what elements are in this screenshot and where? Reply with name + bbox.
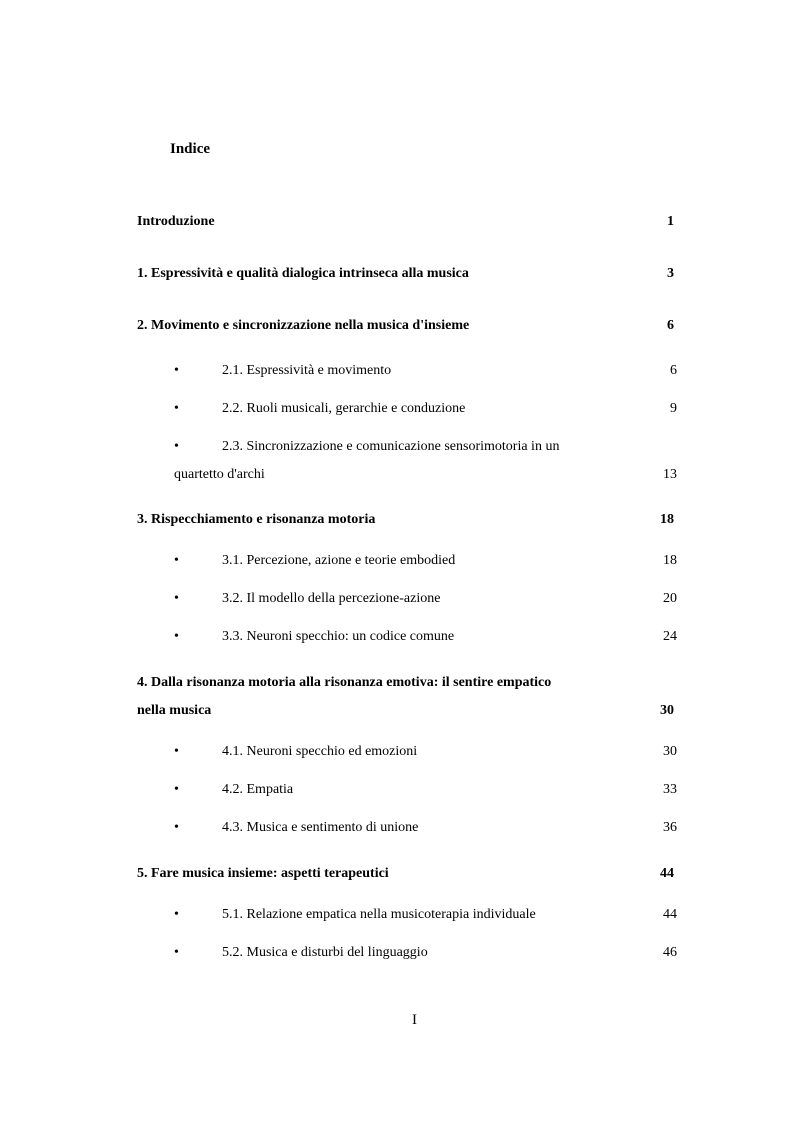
toc-entry-introduzione[interactable] — [137, 214, 674, 230]
bullet-icon: • — [174, 782, 179, 797]
toc-entry-chapter-4[interactable] — [137, 675, 674, 718]
toc-entry-page: 9 — [670, 401, 677, 416]
toc-entry-label: 3.1. Percezione, azione e teorie embodied — [222, 553, 456, 568]
toc-entry-page: 36 — [663, 820, 677, 835]
toc-entry-label: 3.2. Il modello della percezione-azione — [222, 591, 441, 606]
toc-entry-page: 1 — [667, 214, 674, 229]
toc-entry-page: 44 — [660, 866, 674, 881]
bullet-icon: • — [174, 553, 179, 568]
toc-entry-label: 4.3. Musica e sentimento di unione — [222, 820, 419, 835]
toc-entry-page: 24 — [663, 629, 677, 644]
toc-entry-label: 2.1. Espressività e movimento — [222, 363, 392, 378]
toc-entry-label-continued: quartetto d'archi — [174, 467, 265, 482]
toc-entry-page: 18 — [660, 512, 674, 527]
toc-entry-chapter-3[interactable] — [137, 512, 674, 528]
bullet-icon: • — [174, 629, 179, 644]
toc-entry-label: 1. Espressività e qualità dialogica intrinseca alla musica — [137, 266, 469, 281]
bullet-icon: • — [174, 401, 179, 416]
toc-entry-page: 46 — [663, 945, 677, 960]
toc-entry-page: 3 — [667, 266, 674, 281]
toc-entry-label: 5. Fare musica insieme: aspetti terapeutici — [137, 866, 389, 881]
toc-entry-chapter-5[interactable] — [137, 866, 674, 882]
toc-entry-chapter-2[interactable] — [137, 318, 674, 334]
page-title: Indice — [170, 141, 211, 157]
toc-entry-page: 20 — [663, 591, 677, 606]
toc-entry-chapter-1[interactable] — [137, 266, 674, 282]
bullet-icon: • — [174, 945, 179, 960]
toc-entry-page: 6 — [667, 318, 674, 333]
toc-entry-label: 2.2. Ruoli musicali, gerarchie e conduzione — [222, 401, 466, 416]
page-number: I — [412, 1012, 417, 1028]
toc-entry-label: 3. Rispecchiamento e risonanza motoria — [137, 512, 376, 527]
toc-entry-label: 3.3. Neuroni specchio: un codice comune — [222, 629, 455, 644]
toc-entry-label: 4.1. Neuroni specchio ed emozioni — [222, 744, 418, 759]
toc-entry-label-continued: nella musica — [137, 703, 212, 718]
toc-entry-label: 5.2. Musica e disturbi del linguaggio — [222, 945, 428, 960]
bullet-icon: • — [174, 591, 179, 606]
toc-entry-page: 13 — [663, 467, 677, 482]
bullet-icon: • — [174, 363, 179, 378]
bullet-icon: • — [174, 907, 179, 922]
toc-entry-label: 4. Dalla risonanza motoria alla risonanza emotiva: il sentire empatico — [137, 675, 552, 690]
toc-entry-label: 2. Movimento e sincronizzazione nella musica d'insieme — [137, 318, 470, 333]
toc-entry-page: 33 — [663, 782, 677, 797]
toc-entry-label: 2.3. Sincronizzazione e comunicazione sensorimotoria in un — [222, 439, 560, 454]
toc-entry-page: 44 — [663, 907, 677, 922]
bullet-icon: • — [174, 820, 179, 835]
toc-entry-page: 6 — [670, 363, 677, 378]
toc-entry-page: 18 — [663, 553, 677, 568]
bullet-icon: • — [174, 744, 179, 759]
toc-entry-page: 30 — [660, 703, 674, 718]
toc-entry-label: 5.1. Relazione empatica nella musicoterapia individuale — [222, 907, 536, 922]
toc-entry-page: 30 — [663, 744, 677, 759]
toc-entry-label: Introduzione — [137, 214, 215, 229]
toc-entry-label: 4.2. Empatia — [222, 782, 294, 797]
bullet-icon: • — [174, 439, 179, 454]
